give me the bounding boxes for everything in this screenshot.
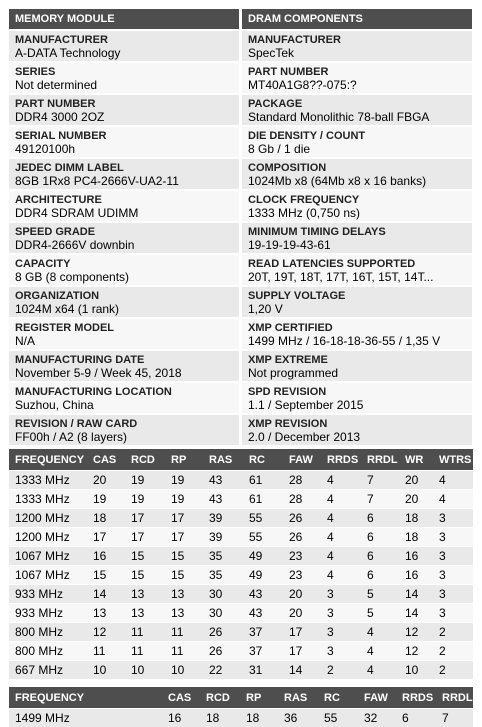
spd-report: [9, 9, 473, 727]
memory-module-field: [9, 223, 239, 253]
table-cell: 20: [399, 490, 433, 509]
table-cell: 4: [321, 471, 361, 490]
table-cell: 17: [165, 509, 203, 528]
table-row: [9, 547, 473, 566]
table-cell: 6: [396, 709, 436, 727]
column-header: RCD: [125, 449, 165, 471]
table-cell: 17: [165, 528, 203, 547]
table-cell: 10: [125, 661, 165, 680]
table-cell: 19: [87, 490, 125, 509]
table-cell: 39: [203, 509, 243, 528]
field-label: JEDEC DIMM LABEL: [15, 159, 239, 174]
field-label: CLOCK FREQUENCY: [248, 191, 472, 206]
field-label: SPD REVISION: [248, 383, 472, 398]
table-cell: 18: [399, 528, 433, 547]
field-value: 8 GB (8 components): [15, 270, 239, 284]
table-cell: 43: [243, 604, 283, 623]
field-label: XMP REVISION: [248, 415, 472, 430]
field-label: MANUFACTURER: [248, 31, 472, 46]
table-cell: 30: [203, 585, 243, 604]
dram-components-field: [242, 127, 472, 157]
table-cell: 1499 MHz: [9, 709, 162, 727]
table-cell: 3: [321, 623, 361, 642]
table-cell: 43: [243, 585, 283, 604]
table-row: [9, 566, 473, 585]
column-header: CAS: [87, 449, 125, 471]
table-cell: 16: [399, 547, 433, 566]
table-cell: 15: [165, 566, 203, 585]
table-cell: 28: [283, 490, 321, 509]
table-cell: 4: [361, 623, 399, 642]
field-label: REVISION / RAW CARD: [15, 415, 239, 430]
table-cell: 17: [125, 509, 165, 528]
table-cell: 3: [321, 585, 361, 604]
table-row: [9, 490, 473, 509]
xmp-timings-table: [9, 687, 473, 727]
table-cell: 4: [433, 471, 473, 490]
field-label: COMPOSITION: [248, 159, 472, 174]
table-cell: 7: [361, 490, 399, 509]
table-cell: 30: [203, 604, 243, 623]
memory-module-field: [9, 191, 239, 221]
column-header: FAW: [283, 449, 321, 471]
table-cell: 19: [125, 471, 165, 490]
dram-components-field: [242, 159, 472, 189]
table-cell: 16: [162, 709, 200, 727]
table-cell: 35: [203, 547, 243, 566]
table-cell: 1200 MHz: [9, 528, 87, 547]
dram-components-panel: [242, 9, 472, 445]
field-label: XMP CERTIFIED: [248, 319, 472, 334]
table-cell: 55: [243, 528, 283, 547]
table-cell: 10: [165, 661, 203, 680]
table-cell: 800 MHz: [9, 623, 87, 642]
dram-components-field: [242, 223, 472, 253]
table-cell: 933 MHz: [9, 604, 87, 623]
table-cell: 4: [361, 661, 399, 680]
table-cell: 5: [361, 585, 399, 604]
table-cell: 3: [321, 604, 361, 623]
dram-components-field: [242, 95, 472, 125]
table-cell: 6: [361, 547, 399, 566]
table-cell: 26: [283, 528, 321, 547]
column-header: WR: [399, 449, 433, 471]
table-cell: 28: [283, 471, 321, 490]
dram-components-field: [242, 351, 472, 381]
memory-module-panel: [9, 9, 239, 445]
table-cell: 17: [283, 623, 321, 642]
table-cell: 3: [321, 642, 361, 661]
xmp-header-row: [9, 687, 473, 709]
table-cell: 14: [399, 604, 433, 623]
table-cell: 13: [87, 604, 125, 623]
timings-body: [9, 471, 473, 680]
field-value: 1.1 / September 2015: [248, 398, 472, 412]
field-label: ORGANIZATION: [15, 287, 239, 302]
table-cell: 35: [203, 566, 243, 585]
dram-components-field: [242, 255, 472, 285]
field-label: PACKAGE: [248, 95, 472, 110]
table-row: [9, 471, 473, 490]
table-cell: 11: [87, 642, 125, 661]
table-cell: 2: [321, 661, 361, 680]
field-value: A-DATA Technology: [15, 46, 239, 60]
table-cell: 1067 MHz: [9, 547, 87, 566]
table-row: [9, 509, 473, 528]
table-cell: 23: [283, 547, 321, 566]
memory-module-field: [9, 255, 239, 285]
table-cell: 18: [87, 509, 125, 528]
column-header: RC: [243, 449, 283, 471]
column-header: RRDL: [436, 687, 473, 709]
table-cell: 12: [399, 642, 433, 661]
table-row: [9, 709, 473, 727]
column-header: RP: [165, 449, 203, 471]
column-header: RC: [318, 687, 358, 709]
table-cell: 61: [243, 490, 283, 509]
column-header: FAW: [358, 687, 396, 709]
column-header: RRDS: [396, 687, 436, 709]
field-value: DDR4 SDRAM UDIMM: [15, 206, 239, 220]
table-cell: 12: [87, 623, 125, 642]
field-value: 49120100h: [15, 142, 239, 156]
table-cell: 1333 MHz: [9, 490, 87, 509]
column-header: RAS: [203, 449, 243, 471]
table-cell: 26: [203, 642, 243, 661]
table-cell: 18: [200, 709, 240, 727]
table-cell: 15: [125, 547, 165, 566]
memory-module-field: [9, 159, 239, 189]
xmp-body: [9, 709, 473, 727]
table-cell: 2: [433, 661, 473, 680]
table-cell: 61: [243, 471, 283, 490]
table-cell: 11: [165, 623, 203, 642]
table-cell: 6: [361, 509, 399, 528]
table-cell: 11: [125, 623, 165, 642]
timings-header-row: [9, 449, 473, 471]
table-cell: 13: [125, 585, 165, 604]
field-value: Standard Monolithic 78-ball FBGA: [248, 110, 472, 124]
column-header: RAS: [278, 687, 318, 709]
table-cell: 2: [433, 642, 473, 661]
field-value: 1,20 V: [248, 302, 472, 316]
table-cell: 13: [165, 585, 203, 604]
table-cell: 14: [87, 585, 125, 604]
memory-module-field: [9, 415, 239, 445]
table-cell: 23: [283, 566, 321, 585]
table-cell: 37: [243, 623, 283, 642]
field-value: 1333 MHz (0,750 ns): [248, 206, 472, 220]
table-cell: 14: [283, 661, 321, 680]
memory-module-field: [9, 127, 239, 157]
table-cell: 18: [240, 709, 278, 727]
table-cell: 26: [283, 509, 321, 528]
field-label: SUPPLY VOLTAGE: [248, 287, 472, 302]
table-cell: 20: [399, 471, 433, 490]
table-cell: 10: [87, 661, 125, 680]
table-cell: 37: [243, 642, 283, 661]
table-cell: 11: [125, 642, 165, 661]
table-cell: 17: [125, 528, 165, 547]
table-cell: 26: [203, 623, 243, 642]
table-cell: 15: [87, 566, 125, 585]
column-header: CAS: [162, 687, 200, 709]
dram-components-field: [242, 287, 472, 317]
memory-module-field: [9, 95, 239, 125]
field-value: N/A: [15, 334, 239, 348]
field-value: FF00h / A2 (8 layers): [15, 430, 239, 444]
table-cell: 1333 MHz: [9, 471, 87, 490]
table-cell: 6: [361, 528, 399, 547]
table-cell: 3: [433, 509, 473, 528]
table-cell: 17: [87, 528, 125, 547]
dram-components-field: [242, 383, 472, 413]
dram-components-field: [242, 31, 472, 61]
memory-module-field: [9, 31, 239, 61]
field-value: 8GB 1Rx8 PC4-2666V-UA2-11: [15, 174, 239, 188]
field-value: 1499 MHz / 16-18-18-36-55 / 1,35 V: [248, 334, 472, 348]
table-cell: 667 MHz: [9, 661, 87, 680]
field-label: SPEED GRADE: [15, 223, 239, 238]
field-label: DIE DENSITY / COUNT: [248, 127, 472, 142]
table-cell: 3: [433, 547, 473, 566]
table-cell: 7: [361, 471, 399, 490]
table-cell: 43: [203, 490, 243, 509]
column-header: FREQUENCY: [9, 449, 87, 471]
table-cell: 4: [321, 547, 361, 566]
table-cell: 17: [283, 642, 321, 661]
table-cell: 39: [203, 528, 243, 547]
table-cell: 4: [433, 490, 473, 509]
table-cell: 1200 MHz: [9, 509, 87, 528]
memory-module-field: [9, 287, 239, 317]
table-cell: 13: [125, 604, 165, 623]
table-cell: 2: [433, 623, 473, 642]
memory-module-field: [9, 319, 239, 349]
field-label: PART NUMBER: [248, 63, 472, 78]
table-cell: 4: [321, 490, 361, 509]
field-label: MANUFACTURER: [15, 31, 239, 46]
table-row: [9, 623, 473, 642]
table-cell: 55: [243, 509, 283, 528]
field-value: DDR4 3000 2OZ: [15, 110, 239, 124]
memory-module-header: MEMORY MODULE: [9, 9, 239, 29]
table-cell: 20: [283, 585, 321, 604]
field-value: Not programmed: [248, 366, 472, 380]
table-cell: 3: [433, 585, 473, 604]
table-row: [9, 661, 473, 680]
field-value: SpecTek: [248, 46, 472, 60]
table-cell: 800 MHz: [9, 642, 87, 661]
column-header: FREQUENCY: [9, 687, 162, 709]
field-label: XMP EXTREME: [248, 351, 472, 366]
table-cell: 20: [87, 471, 125, 490]
spd-summary: [9, 9, 473, 445]
field-label: MANUFACTURING DATE: [15, 351, 239, 366]
field-label: REGISTER MODEL: [15, 319, 239, 334]
column-header: RP: [240, 687, 278, 709]
table-cell: 20: [283, 604, 321, 623]
table-cell: 4: [321, 566, 361, 585]
dram-components-header: DRAM COMPONENTS: [242, 9, 472, 29]
table-cell: 11: [165, 642, 203, 661]
table-cell: 49: [243, 566, 283, 585]
table-cell: 6: [361, 566, 399, 585]
dram-components-field: [242, 63, 472, 93]
dram-components-field: [242, 415, 472, 445]
column-header: WTRS: [433, 449, 473, 471]
table-cell: 4: [361, 642, 399, 661]
table-cell: 19: [165, 471, 203, 490]
memory-module-field: [9, 63, 239, 93]
memory-module-field: [9, 351, 239, 381]
field-label: SERIES: [15, 63, 239, 78]
table-cell: 13: [165, 604, 203, 623]
table-cell: 3: [433, 566, 473, 585]
table-cell: 18: [399, 509, 433, 528]
table-cell: 15: [125, 566, 165, 585]
field-value: Not determined: [15, 78, 239, 92]
jedec-timings-table: [9, 449, 473, 679]
field-label: READ LATENCIES SUPPORTED: [248, 255, 472, 270]
table-cell: 4: [321, 528, 361, 547]
column-header: RRDL: [361, 449, 399, 471]
column-header: RCD: [200, 687, 240, 709]
field-value: Suzhou, China: [15, 398, 239, 412]
table-cell: 3: [433, 604, 473, 623]
table-row: [9, 585, 473, 604]
field-label: SERIAL NUMBER: [15, 127, 239, 142]
table-cell: 19: [165, 490, 203, 509]
field-value: 2.0 / December 2013: [248, 430, 472, 444]
column-header: RRDS: [321, 449, 361, 471]
table-cell: 32: [358, 709, 396, 727]
memory-module-field: [9, 383, 239, 413]
field-label: MINIMUM TIMING DELAYS: [248, 223, 472, 238]
table-cell: 15: [165, 547, 203, 566]
table-cell: 55: [318, 709, 358, 727]
field-label: MANUFACTURING LOCATION: [15, 383, 239, 398]
table-row: [9, 642, 473, 661]
field-value: DDR4-2666V downbin: [15, 238, 239, 252]
table-cell: 3: [433, 528, 473, 547]
table-row: [9, 604, 473, 623]
field-value: 1024Mb x8 (64Mb x8 x 16 banks): [248, 174, 472, 188]
field-value: 20T, 19T, 18T, 17T, 16T, 15T, 14T...: [248, 270, 472, 284]
table-cell: 7: [436, 709, 473, 727]
field-value: November 5-9 / Week 45, 2018: [15, 366, 239, 380]
field-label: PART NUMBER: [15, 95, 239, 110]
table-cell: 10: [399, 661, 433, 680]
table-cell: 16: [399, 566, 433, 585]
table-cell: 19: [125, 490, 165, 509]
table-cell: 4: [321, 509, 361, 528]
table-cell: 5: [361, 604, 399, 623]
field-value: 1024M x64 (1 rank): [15, 302, 239, 316]
table-cell: 16: [87, 547, 125, 566]
dram-components-field: [242, 191, 472, 221]
field-value: 19-19-19-43-61: [248, 238, 472, 252]
table-cell: 1067 MHz: [9, 566, 87, 585]
field-value: 8 Gb / 1 die: [248, 142, 472, 156]
table-cell: 36: [278, 709, 318, 727]
table-cell: 31: [243, 661, 283, 680]
table-cell: 12: [399, 623, 433, 642]
field-label: CAPACITY: [15, 255, 239, 270]
field-value: MT40A1G8??-075:?: [248, 78, 472, 92]
table-cell: 933 MHz: [9, 585, 87, 604]
table-cell: 49: [243, 547, 283, 566]
dram-components-field: [242, 319, 472, 349]
table-cell: 14: [399, 585, 433, 604]
table-row: [9, 528, 473, 547]
table-cell: 22: [203, 661, 243, 680]
table-cell: 43: [203, 471, 243, 490]
field-label: ARCHITECTURE: [15, 191, 239, 206]
